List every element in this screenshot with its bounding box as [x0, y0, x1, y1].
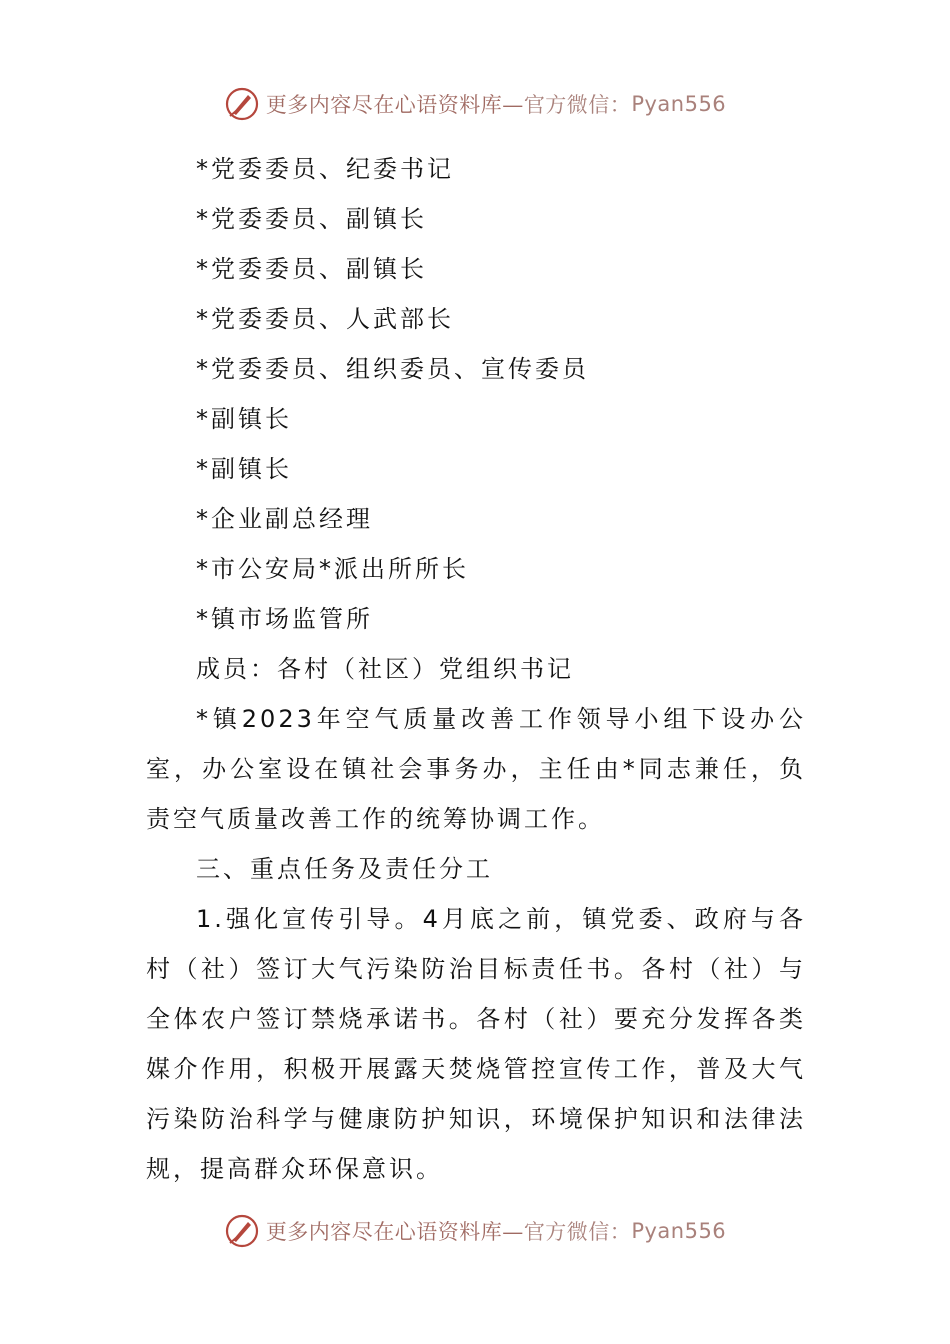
list-item: *市公安局*派出所所长	[196, 555, 469, 583]
wechat-label: 官方微信：	[523, 93, 632, 117]
header-watermark	[0, 84, 950, 124]
watermark-text: 更多内容尽在心语资料库—	[265, 1220, 524, 1244]
watermark-text: 更多内容尽在心语资料库—	[265, 93, 524, 117]
list-item: *党委委员、纪委书记	[196, 155, 454, 183]
paragraph-block	[146, 694, 806, 1194]
wechat-label: 官方微信：	[523, 1220, 632, 1244]
document-body	[146, 144, 806, 1194]
watermark-banner	[224, 1213, 726, 1249]
section-heading: 三、重点任务及责任分工	[196, 855, 493, 883]
list-item: *党委委员、副镇长	[196, 205, 427, 233]
wechat-id: Pyan556	[631, 1219, 727, 1243]
watermark-banner	[224, 86, 726, 122]
office-paragraph: *镇2023年空气质量改善工作领导小组下设办公室，办公室设在镇社会事务办，主任由*同志兼任，负责空气质量改善工作的统筹协调工作。	[146, 705, 806, 833]
footer-watermark	[0, 1211, 950, 1251]
list-item: *党委委员、人武部长	[196, 305, 454, 333]
list-item: *党委委员、副镇长	[196, 255, 427, 283]
quill-logo-icon	[224, 1213, 260, 1249]
list-item: *企业副总经理	[196, 505, 373, 533]
list-item: *党委委员、组织委员、宣传委员	[196, 355, 589, 383]
list-item: *镇市场监管所	[196, 605, 373, 633]
list-item: *副镇长	[196, 455, 292, 483]
wechat-id: Pyan556	[631, 92, 727, 116]
quill-logo-icon	[224, 86, 260, 122]
members-line: 成员：各村（社区）党组织书记	[196, 655, 574, 683]
list-item: *副镇长	[196, 405, 292, 433]
task-paragraph: 1.强化宣传引导。4月底之前，镇党委、政府与各村（社）签订大气污染防治目标责任书。各村（社）与全体农户签订禁烧承诺书。各村（社）要充分发挥各类媒介作用，积极开展露天焚烧管控宣传工作，普及大气污染防治科学与健康防护知识，环境保护知识和法律法规，提高群众环保意识。	[146, 905, 806, 1183]
